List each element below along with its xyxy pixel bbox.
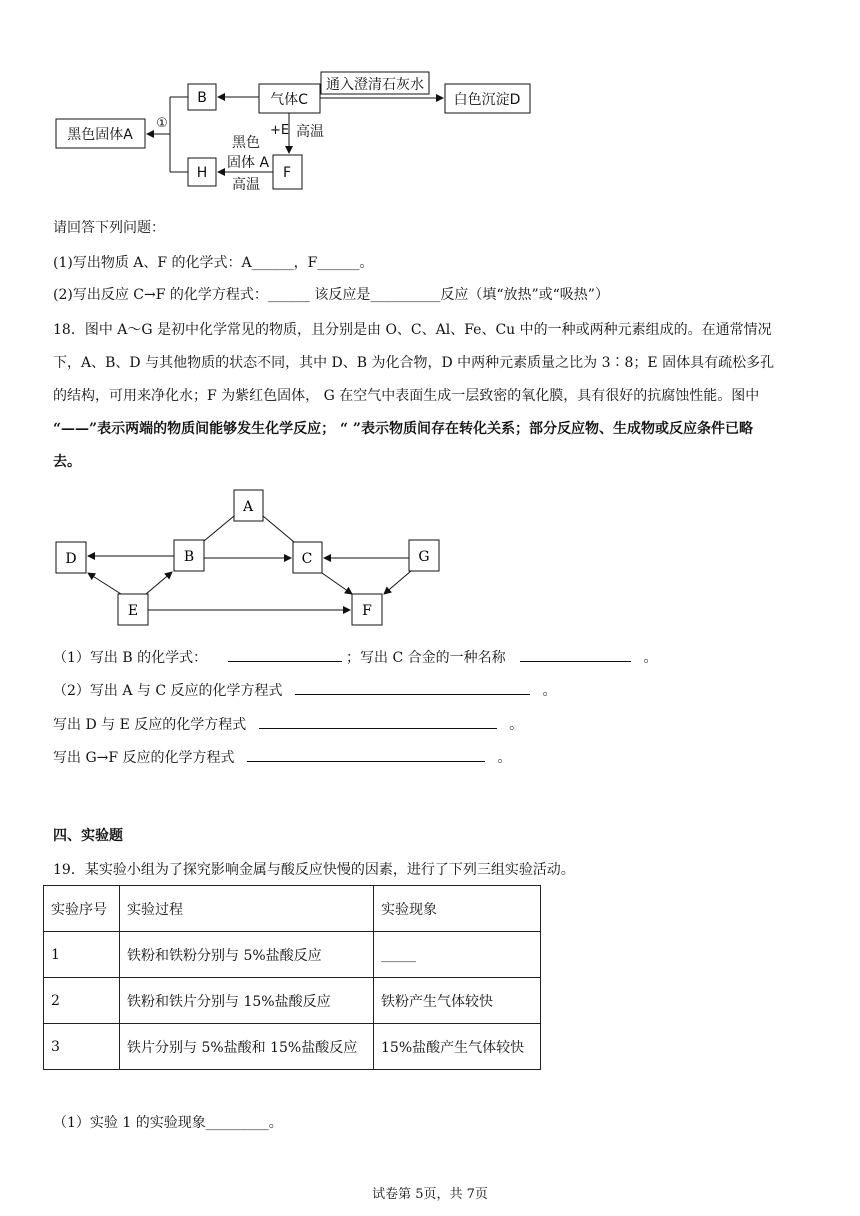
box-a-text: 黑色固体A [67, 127, 133, 143]
arrow-e-to-b [146, 572, 172, 594]
node-g-label: G [418, 549, 430, 565]
q18-sub1-text-b: ；写出 C 合金的一种名称 [346, 650, 506, 666]
table-cell: 15%盐酸产生气体较快 [374, 1024, 541, 1070]
q18-sub4 [53, 747, 511, 768]
table-cell: 3 [44, 1024, 120, 1070]
high-temp-label-1: 高温 [296, 124, 324, 140]
black-label: 黑色 [232, 135, 260, 151]
line-a-c [263, 516, 294, 542]
table-cell: 铁粉产生气体较快 [374, 978, 541, 1024]
arrow-g-to-f [384, 571, 411, 594]
q18-sub4-text: 写出 G→F 反应的化学方程式 [53, 750, 235, 766]
limewater-label: 通入澄清石灰水 [326, 77, 424, 93]
box-h-text: H [196, 165, 208, 181]
answer-blank-b-formula[interactable] [228, 647, 342, 662]
q17-sub2: (2)写出反应 C→F 的化学方程式：______ 该反应是__________反应（填“放热”或“吸热”） [53, 287, 609, 303]
table-row [44, 1024, 541, 1070]
high-temp-label-2: 高温 [232, 177, 260, 193]
table-cell: 2 [44, 978, 120, 1024]
answer-blank-c-alloy[interactable] [520, 647, 631, 662]
line-a-b [204, 516, 234, 541]
q18-legend-line-2: 去。 [53, 454, 81, 470]
q19-intro: 19．某实验小组为了探究影响金属与酸反应快慢的因素，进行了下列三组实验活动。 [53, 862, 575, 878]
q18-sub2-end: 。 [542, 683, 557, 699]
arrow-e-to-d [88, 573, 121, 594]
table-cell: 铁粉和铁片分别与 15%盐酸反应 [120, 978, 374, 1024]
q18-sub1-text-a: （1）写出 B 的化学式： [53, 650, 208, 666]
q19-sub1: （1）实验 1 的实验现象_________。 [53, 1115, 283, 1131]
q18-legend-line-1: “——”表示两端的物质间能够发生化学反应； “ ”表示物质间存在转化关系；部分反应物、生成物或反应条件已略 [53, 421, 753, 437]
node-c-label: C [301, 551, 313, 567]
q18-sub4-end: 。 [497, 750, 512, 766]
q18-sub3-end: 。 [509, 717, 524, 733]
answer-blank-g-f-equation[interactable] [247, 747, 485, 762]
table-row [44, 932, 541, 978]
table-row [44, 978, 541, 1024]
q18-para-3: 的结构，可用来净化水；F 为紫红色固体， G 在空气中表面生成一层致密的氧化膜，具有很好的抗腐蚀性能。图中 [53, 388, 760, 404]
q18-sub1-end: 。 [643, 650, 658, 666]
node-f-label: F [362, 603, 372, 619]
step-1-label: ① [156, 116, 168, 131]
table-header-cell: 实验过程 [120, 886, 374, 932]
node-a-label: A [242, 499, 254, 515]
page-footer: 试卷第 5页，共 7页 [372, 1187, 488, 1202]
reaction-flow-diagram-1 [0, 0, 860, 200]
table-header-row [44, 886, 541, 932]
box-f-text: F [282, 165, 292, 181]
solid-a-label: 固体 A [227, 155, 270, 171]
q18-sub2-text: （2）写出 A 与 C 反应的化学方程式 [53, 683, 283, 699]
q18-sub3 [53, 714, 523, 735]
q18-para-2: 下，A、B、D 与其他物质的状态不同，其中 D、B 为化合物，D 中两种元素质量之比为 3∶8；E 固体具有疏松多孔 [53, 355, 775, 371]
q18-sub2 [53, 680, 556, 701]
box-c-text: 气体C [270, 92, 308, 108]
q17-sub1: (1)写出物质 A、F 的化学式：A______，F______。 [53, 255, 374, 271]
q18-sub1 [53, 647, 658, 668]
table-cell-answer-blank[interactable]: _____ [374, 932, 541, 978]
node-b-label: B [183, 549, 195, 565]
plus-e-label: +E [270, 123, 290, 138]
relation-diagram-2 [0, 480, 860, 630]
node-e-label: E [127, 603, 139, 619]
answer-blank-d-e-equation[interactable] [259, 714, 497, 729]
answer-blank-a-c-equation[interactable] [295, 680, 530, 695]
table-cell: 1 [44, 932, 120, 978]
box-d-text: 白色沉淀D [453, 92, 521, 108]
table-header-cell: 实验现象 [374, 886, 541, 932]
table-cell: 铁粉和铁粉分别与 5%盐酸反应 [120, 932, 374, 978]
q17-prompt: 请回答下列问题： [53, 220, 165, 236]
arrow-c-to-f [322, 573, 352, 594]
experiment-table [43, 885, 541, 1070]
table-cell: 铁片分别与 5%盐酸和 15%盐酸反应 [120, 1024, 374, 1070]
box-b-text: B [197, 90, 207, 106]
q18-para-1: 18．图中 A～G 是初中化学常见的物质，且分别是由 O、C、Al、Fe、Cu 中的一种或两种元素组成的。在通常情况 [53, 322, 772, 338]
node-d-label: D [65, 551, 77, 567]
table-header-cell: 实验序号 [44, 886, 120, 932]
section-heading: 四、实验题 [53, 828, 123, 844]
q18-sub3-text: 写出 D 与 E 反应的化学方程式 [53, 717, 247, 733]
